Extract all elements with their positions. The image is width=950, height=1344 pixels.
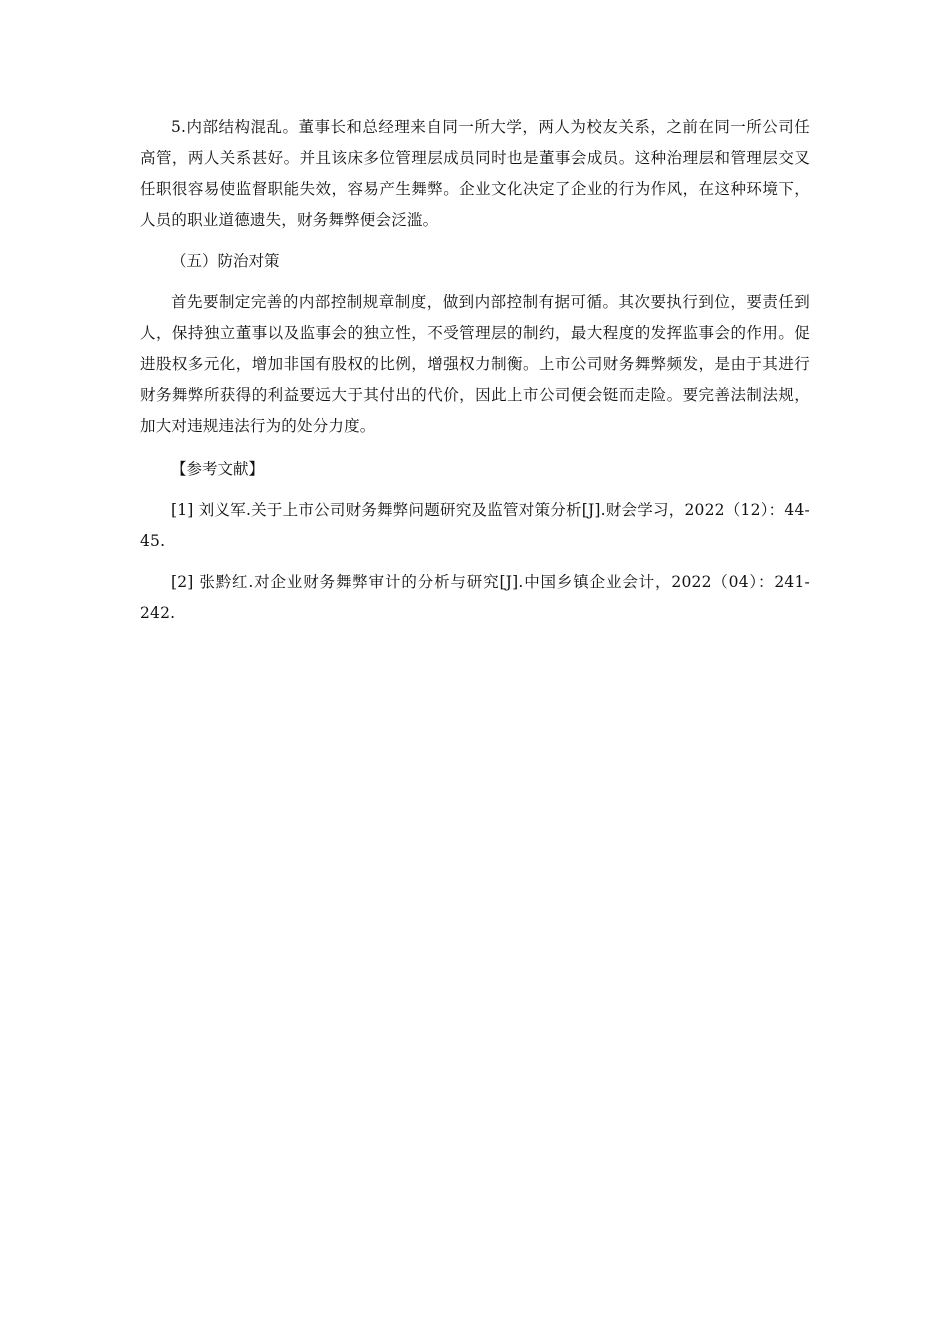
paragraph-internal-structure: 5.内部结构混乱。董事长和总经理来自同一所大学，两人为校友关系，之前在同一所公司任高管，两人关系甚好。并且该床多位管理层成员同时也是董事会成员。这种治理层和管理层交叉任职很容易使监督职能失效，容易产生舞弊。企业文化决定了企业的行为作风，在这种环境下，人员的职业道德遗失，财务舞弊便会泛滥。	[140, 118, 810, 229]
paragraph-prevention-measures: 首先要制定完善的内部控制规章制度，做到内部控制有据可循。其次要执行到位，要责任到人，保持独立董事以及监事会的独立性，不受管理层的制约，最大程度的发挥监事会的作用。促进股权多元化，增加非国有股权的比例，增强权力制衡。上市公司财务舞弊频发，是由于其进行财务舞弊所获得的利益要远大于其付出的代价，因此上市公司便会铤而走险。要完善法制法规，加大对违规违法行为的处分力度。	[140, 293, 810, 435]
reference-item: [1] 刘义军.关于上市公司财务舞弊问题研究及监管对策分析[J].财会学习，2022（12）：44-45.	[140, 501, 810, 550]
section-heading-prevention: （五）防治对策	[171, 252, 280, 270]
reference-item: [2] 张黔红.对企业财务舞弊审计的分析与研究[J].中国乡镇企业会计，2022（04）：241-242.	[140, 573, 810, 622]
reference-list	[140, 495, 810, 629]
references-title: 【参考文献】	[171, 460, 265, 478]
document-body	[140, 112, 810, 629]
